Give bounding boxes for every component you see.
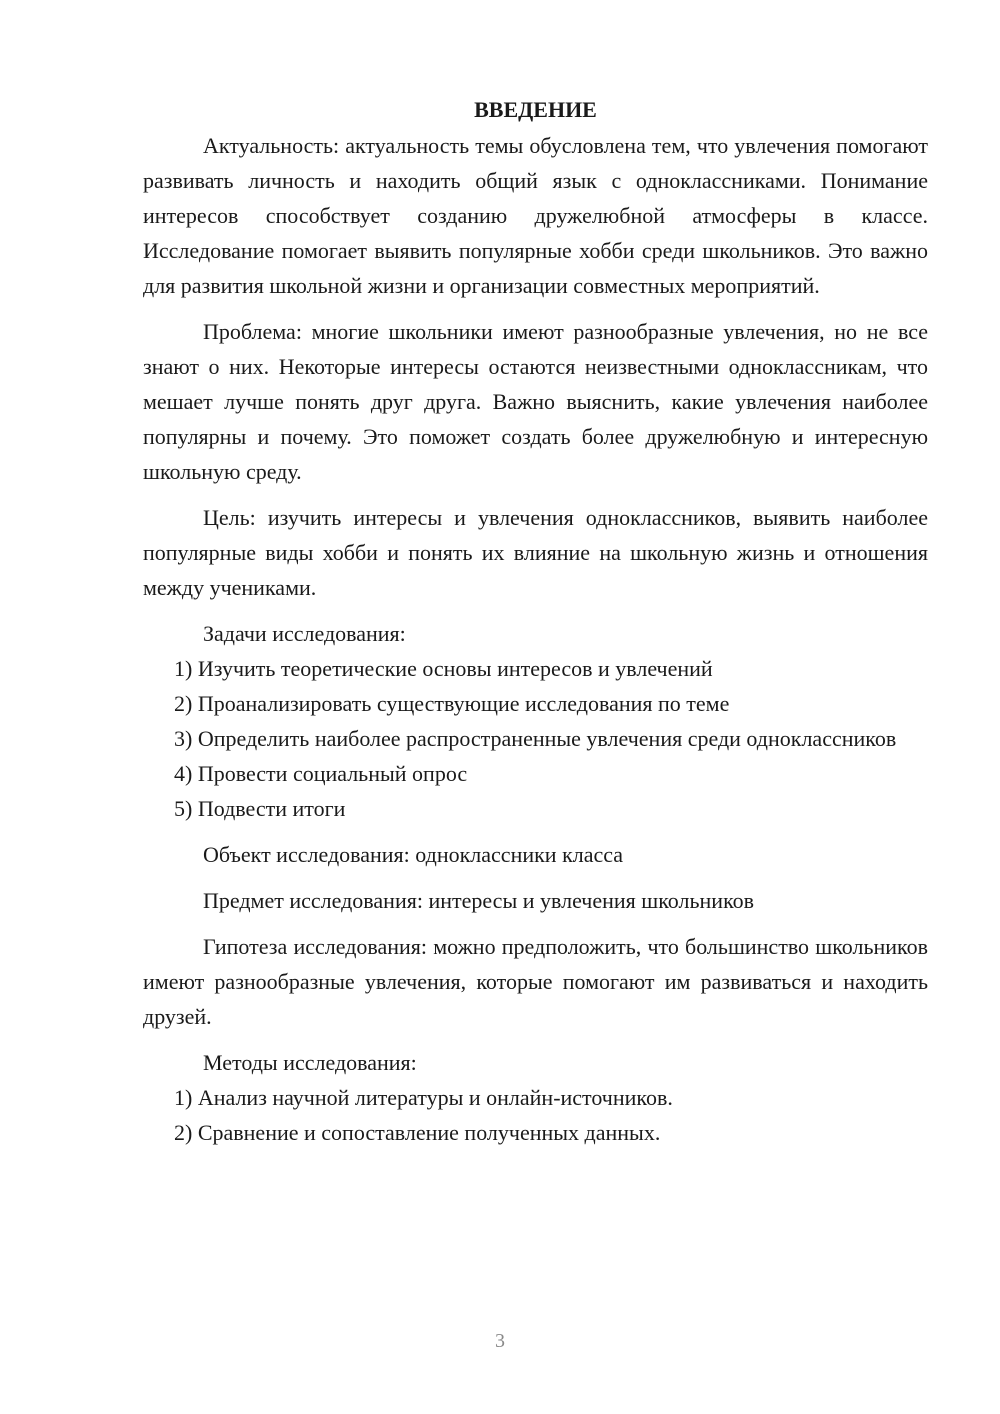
method-item: 1) Анализ научной литературы и онлайн-источников. — [174, 1085, 673, 1110]
page-content — [143, 92, 928, 1150]
task-item: 2) Проанализировать существующие исследования по теме — [174, 691, 730, 716]
object-paragraph: Объект исследования: одноклассники класса — [203, 842, 624, 867]
hypothesis-paragraph: Гипотеза исследования: можно предположить, что большинство школьников имеют разнообразные увлечения, которые помогают им развиваться и находить друзей. — [143, 934, 928, 1029]
page-number: 3 — [495, 1330, 505, 1352]
subject-paragraph: Предмет исследования: интересы и увлечения школьников — [203, 888, 755, 913]
task-item: 3) Определить наиболее распространенные увлечения среди одноклассников — [174, 726, 897, 751]
methods-heading: Методы исследования: — [203, 1050, 417, 1075]
relevance-paragraph: Актуальность: актуальность темы обусловлена тем, что увлечения помогают развивать личность и находить общий язык с одноклассниками. Понимание интересов способствует созданию дружелюбной атмосферы в классе. Исследование помогает выявить популярные хобби среди школьников. Это важно для развития школьной жизни и организации совместных мероприятий. — [143, 133, 928, 298]
task-item: 1) Изучить теоретические основы интересов и увлечений — [174, 656, 713, 681]
goal-paragraph: Цель: изучить интересы и увлечения одноклассников, выявить наиболее популярные виды хобби и понять их влияние на школьную жизнь и отношения между учениками. — [143, 505, 928, 600]
tasks-heading: Задачи исследования: — [203, 621, 406, 646]
task-item: 4) Провести социальный опрос — [174, 761, 468, 786]
method-item: 2) Сравнение и сопоставление полученных данных. — [174, 1120, 661, 1145]
task-item: 5) Подвести итоги — [174, 796, 346, 821]
section-title: ВВЕДЕНИЕ — [474, 97, 597, 122]
problem-paragraph: Проблема: многие школьники имеют разнообразные увлечения, но не все знают о них. Некоторые интересы остаются неизвестными одноклассникам, что мешает лучше понять друг друга. Важно выяснить, какие увлечения наиболее популярны и почему. Это поможет создать более дружелюбную и интересную школьную среду. — [143, 319, 928, 484]
